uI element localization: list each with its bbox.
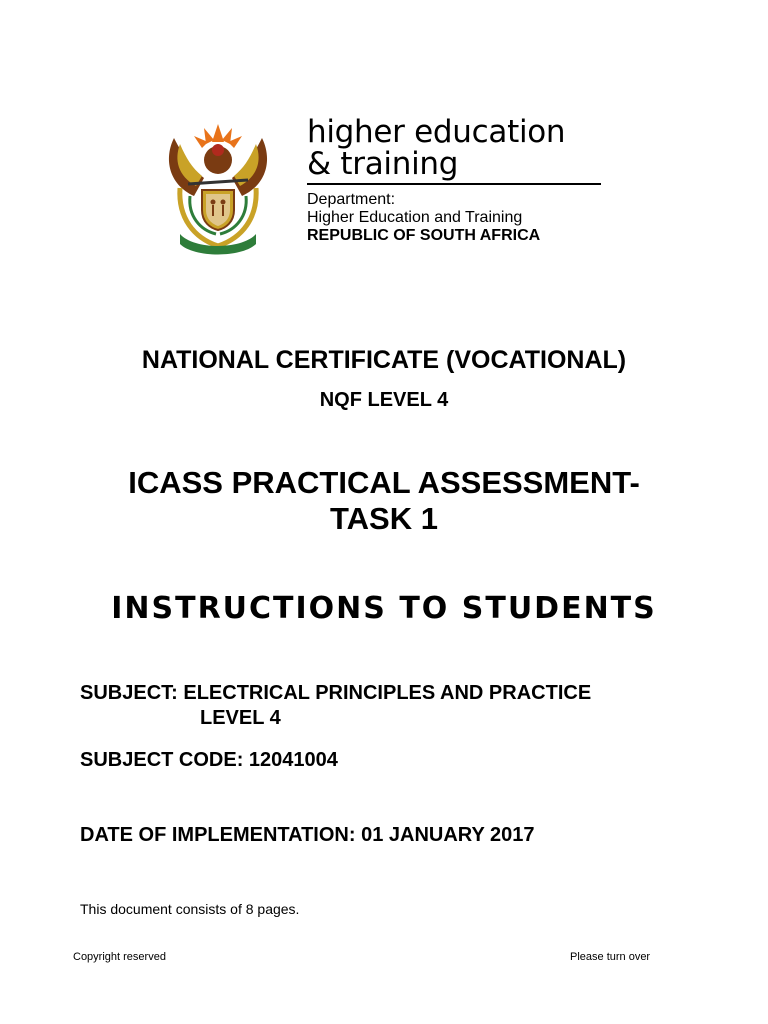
department-country: REPUBLIC OF SOUTH AFRICA — [307, 227, 541, 244]
footer-copyright: Copyright reserved — [73, 951, 166, 963]
nqf-level: NQF LEVEL 4 — [319, 389, 449, 411]
date-of-implementation: DATE OF IMPLEMENTATION: 01 JANUARY 2017 — [80, 824, 535, 846]
brand-title-line1: higher education — [307, 114, 566, 150]
certificate-title: NATIONAL CERTIFICATE (VOCATIONAL) — [141, 346, 627, 374]
instructions-heading: INSTRUCTIONS TO STUDENTS — [111, 591, 657, 626]
coat-of-arms-icon — [160, 118, 276, 256]
department-label: Department: — [307, 191, 396, 208]
footer-turn-over: Please turn over — [570, 951, 651, 963]
subject-line-continued: LEVEL 4 — [200, 707, 281, 729]
assessment-title-line1: ICASS PRACTICAL ASSESSMENT- — [128, 465, 640, 500]
department-name: Higher Education and Training — [307, 209, 523, 226]
brand-title-line2: & training — [307, 146, 459, 182]
page-count-note: This document consists of 8 pages. — [80, 901, 300, 917]
subject-line: SUBJECT: ELECTRICAL PRINCIPLES AND PRACTICE — [80, 682, 592, 704]
assessment-title-line2: TASK 1 — [330, 501, 438, 536]
subject-code: SUBJECT CODE: 12041004 — [80, 749, 338, 771]
brand-divider — [307, 183, 601, 185]
